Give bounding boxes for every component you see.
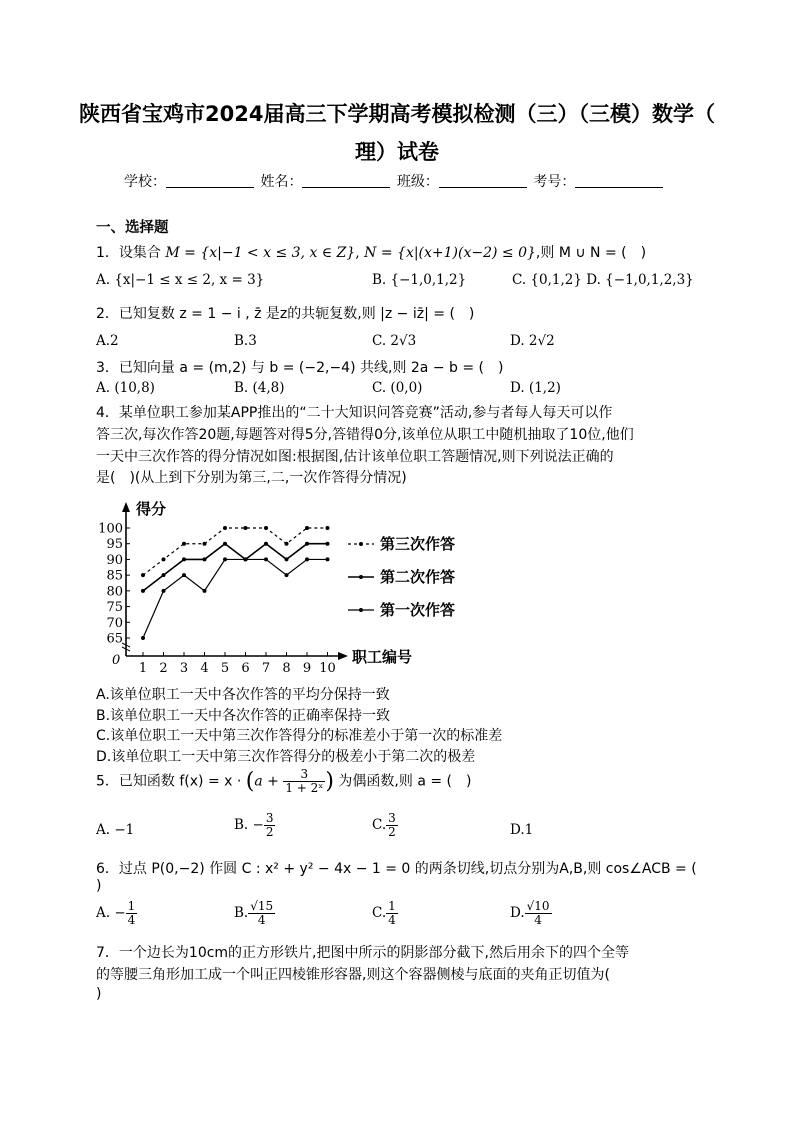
q3-option-a[interactable]: A. (10,8)	[96, 380, 155, 396]
q3-option-b[interactable]: B. (4,8)	[234, 380, 285, 396]
series-line-3	[143, 559, 328, 638]
data-point	[264, 526, 268, 530]
y-tick-label: 75	[106, 600, 123, 616]
q5-option-d[interactable]: D.1	[510, 822, 534, 838]
q2-option-b[interactable]: B.3	[234, 333, 257, 349]
q1-stem-a: 1．设集合	[96, 245, 166, 261]
x-tick-label: 9	[302, 661, 312, 676]
q7-stem-line1: 7．一个边长为10cm的正方形铁片,把图中所示的阴影部分截下,然后用余下的四个全等	[96, 945, 629, 961]
data-point	[203, 542, 207, 546]
q6-option-a-den: 4	[127, 913, 136, 928]
exam-title-line2: 理）试卷	[355, 140, 439, 164]
q6-option-b-den: 4	[257, 913, 266, 928]
q2-option-a[interactable]: A.2	[96, 333, 119, 349]
q5-option-b-num: 3	[265, 811, 274, 825]
x-tick-label: 5	[220, 661, 230, 676]
q6-stem-line2: )	[96, 878, 102, 894]
legend-label: 第一次作答	[380, 601, 456, 619]
data-point	[141, 589, 145, 593]
legend-marker	[359, 575, 363, 579]
q1-sep: ,	[355, 245, 365, 261]
q5-right-paren: )	[325, 769, 334, 795]
student-info-row	[124, 171, 665, 191]
class-label: 班级：	[396, 174, 439, 190]
q1-option-b[interactable]: B. {−1,0,1,2}	[372, 272, 467, 288]
y-tick-label: 90	[106, 552, 123, 568]
legend-label: 第三次作答	[380, 535, 456, 553]
data-point	[305, 526, 309, 530]
q5-fraction-den: 1 + 2ˣ	[285, 781, 324, 796]
q5-option-c-fraction	[386, 812, 398, 839]
q2-option-c[interactable]: C. 2√3	[372, 333, 417, 349]
name-label: 姓名：	[260, 174, 303, 190]
q4-stem-line1: 4．某单位职工参加某APP推出的“二十大知识问答竞赛”活动,参与者每人每天可以作	[96, 405, 613, 421]
q3-stem: 3．已知向量 a = (m,2) 与 b = (−2,−4) 共线,则 2a − b = ( )	[96, 360, 504, 376]
y-tick-label: 100	[98, 521, 123, 537]
q1-set-m: M = {x|−1 < x ≤ 3, x ∈ Z}	[165, 245, 356, 261]
series-line-2	[143, 544, 328, 591]
q6-option-d-den: 4	[534, 913, 542, 928]
data-point	[162, 573, 166, 577]
q2-option-d[interactable]: D. 2√2	[510, 333, 555, 349]
y-axis-label: 得分	[136, 500, 167, 518]
exam-no-label: 考号：	[533, 174, 576, 190]
q5-option-b-fraction	[264, 812, 276, 839]
q5-stem-b: 为偶函数,则 a = ( )	[333, 773, 472, 790]
q4-stem-line4: 是( )(从上到下分别为第三,二,一次作答得分情况)	[96, 470, 407, 486]
q4-option-a[interactable]: A.该单位职工一天中各次作答的平均分保持一致	[96, 687, 390, 703]
x-tick-label: 2	[159, 661, 168, 676]
q6-option-d-fraction	[525, 900, 552, 927]
name-blank[interactable]	[302, 173, 390, 188]
data-point	[203, 557, 207, 561]
x-axis-arrow	[338, 652, 348, 660]
data-point	[223, 557, 227, 561]
q1-option-a[interactable]: A. {x|−1 ≤ x ≤ 2, x = 3}	[96, 272, 265, 288]
x-tick-label: 8	[282, 661, 291, 676]
data-point	[203, 589, 207, 593]
q6-option-d-prefix: D.	[510, 905, 525, 922]
exam-title-line1: 陕西省宝鸡市2024届高三下学期高考模拟检测（三）（三模）数学（	[79, 102, 715, 126]
q6-option-d[interactable]	[510, 900, 552, 927]
legend-label: 第二次作答	[380, 568, 456, 586]
q5-fraction-num: 3	[283, 768, 325, 782]
data-point	[223, 526, 227, 530]
data-point	[285, 557, 289, 561]
data-point	[285, 542, 289, 546]
q5-option-c-prefix: C.	[372, 817, 387, 834]
q6-option-c-prefix: C.	[372, 905, 387, 922]
data-point	[264, 557, 268, 561]
q6-option-a-fraction	[126, 900, 138, 927]
q6-option-b-fraction	[248, 900, 275, 927]
q5-option-c-den: 2	[388, 825, 396, 840]
q1-set-n: N = {x|(x+1)(x−2) ≤ 0}	[364, 245, 536, 261]
score-line-chart	[96, 496, 486, 678]
q5-stem	[96, 768, 471, 806]
y-tick-label: 70	[106, 615, 123, 631]
q6-option-c-num: 1	[388, 899, 396, 913]
school-blank[interactable]	[166, 173, 254, 188]
y-tick-label: 80	[106, 584, 123, 600]
y-tick-label: 65	[106, 631, 123, 647]
x-tick-label: 10	[319, 661, 336, 676]
exam-no-blank[interactable]	[575, 173, 663, 188]
data-point	[162, 557, 166, 561]
q5-left-paren: (	[245, 769, 255, 795]
q6-option-b-num: √15	[250, 899, 274, 913]
data-point	[326, 542, 330, 546]
x-tick-label: 6	[241, 661, 250, 676]
data-point	[305, 542, 309, 546]
q5-option-a[interactable]: A. −1	[96, 822, 135, 838]
x-tick-label: 7	[261, 661, 271, 676]
q4-stem-line2: 答三次,每次作答20题,每题答对得5分,答错得0分,该单位从职工中随机抽取了10位,他们	[96, 427, 634, 443]
q1-stem	[96, 242, 646, 262]
section-heading: 一、选择题	[96, 220, 169, 236]
q5-option-b[interactable]	[234, 812, 275, 839]
x-tick-label: 3	[179, 661, 189, 676]
q6-option-a-prefix: A. −	[96, 905, 126, 922]
q3-option-c[interactable]: C. (0,0)	[372, 380, 423, 396]
q3-option-d[interactable]: D. (1,2)	[510, 380, 561, 396]
q4-option-d[interactable]: D.该单位职工一天中第三次作答得分的极差小于第二次的极差	[96, 749, 476, 765]
class-blank[interactable]	[439, 173, 527, 188]
q6-option-c-fraction	[386, 900, 398, 927]
q5-fraction	[283, 768, 325, 795]
q4-option-c[interactable]: C.该单位职工一天中第三次作答得分的标准差小于第一次的标准差	[96, 728, 503, 744]
data-point	[141, 573, 145, 577]
q5-paren-a: a +	[254, 773, 284, 790]
data-point	[182, 557, 186, 561]
x-tick-label: 4	[200, 661, 209, 676]
x-tick-label: 1	[138, 661, 148, 676]
data-point	[244, 557, 248, 561]
data-point	[141, 636, 145, 640]
q6-option-b[interactable]	[234, 900, 275, 927]
data-point	[326, 557, 330, 561]
legend-marker	[359, 542, 363, 546]
x-axis-label: 职工编号	[352, 648, 413, 666]
origin-label: 0	[112, 653, 121, 668]
q6-option-a-num: 1	[127, 899, 136, 913]
q6-option-a[interactable]	[96, 900, 137, 927]
q4-stem-line3: 一天中三次作答的得分情况如图:根据图,估计该单位职工答题情况,则下列说法正确的	[96, 449, 614, 465]
q7-stem-line3: )	[96, 986, 102, 1002]
data-point	[182, 542, 186, 546]
data-point	[305, 557, 309, 561]
q5-option-b-prefix: B. −	[234, 817, 264, 834]
school-label: 学校：	[124, 174, 166, 190]
q5-stem-a: 5．已知函数 f(x) = x ·	[96, 773, 246, 790]
data-point	[326, 526, 330, 530]
q1-stem-b: ,则 M ∪ N = ( )	[535, 245, 647, 261]
q4-option-b[interactable]: B.该单位职工一天中各次作答的正确率保持一致	[96, 708, 391, 724]
data-point	[244, 526, 248, 530]
q1-option-cd[interactable]: C. {0,1,2} D. {−1,0,1,2,3}	[512, 272, 694, 288]
data-point	[285, 573, 289, 577]
y-axis-arrow	[122, 502, 130, 512]
data-point	[223, 542, 227, 546]
legend-marker	[359, 608, 363, 612]
q6-stem-line1: 6．过点 P(0,−2) 作圆 C : x² + y² − 4x − 1 = 0 的两条切线,切点分别为A,B,则 cos∠ACB = (	[96, 861, 697, 877]
q5-option-c[interactable]	[372, 812, 398, 839]
q6-option-d-num: √10	[526, 899, 550, 913]
q6-option-c[interactable]	[372, 900, 398, 927]
q7-stem-line2: 的等腰三角形加工成一个叫正四棱锥形容器,则这个容器侧棱与底面的夹角正切值为(	[96, 967, 610, 983]
data-point	[182, 573, 186, 577]
y-tick-label: 95	[106, 537, 123, 553]
q6-option-c-den: 4	[388, 913, 396, 928]
data-point	[162, 589, 166, 593]
y-tick-label: 85	[106, 568, 123, 584]
q6-option-b-prefix: B.	[234, 905, 249, 922]
q5-option-b-den: 2	[265, 825, 274, 840]
q2-stem: 2．已知复数 z = 1 − i , z̄ 是z的共轭复数,则 |z − iz̄| = ( )	[96, 306, 475, 322]
data-point	[264, 542, 268, 546]
q5-option-c-num: 3	[388, 811, 396, 825]
